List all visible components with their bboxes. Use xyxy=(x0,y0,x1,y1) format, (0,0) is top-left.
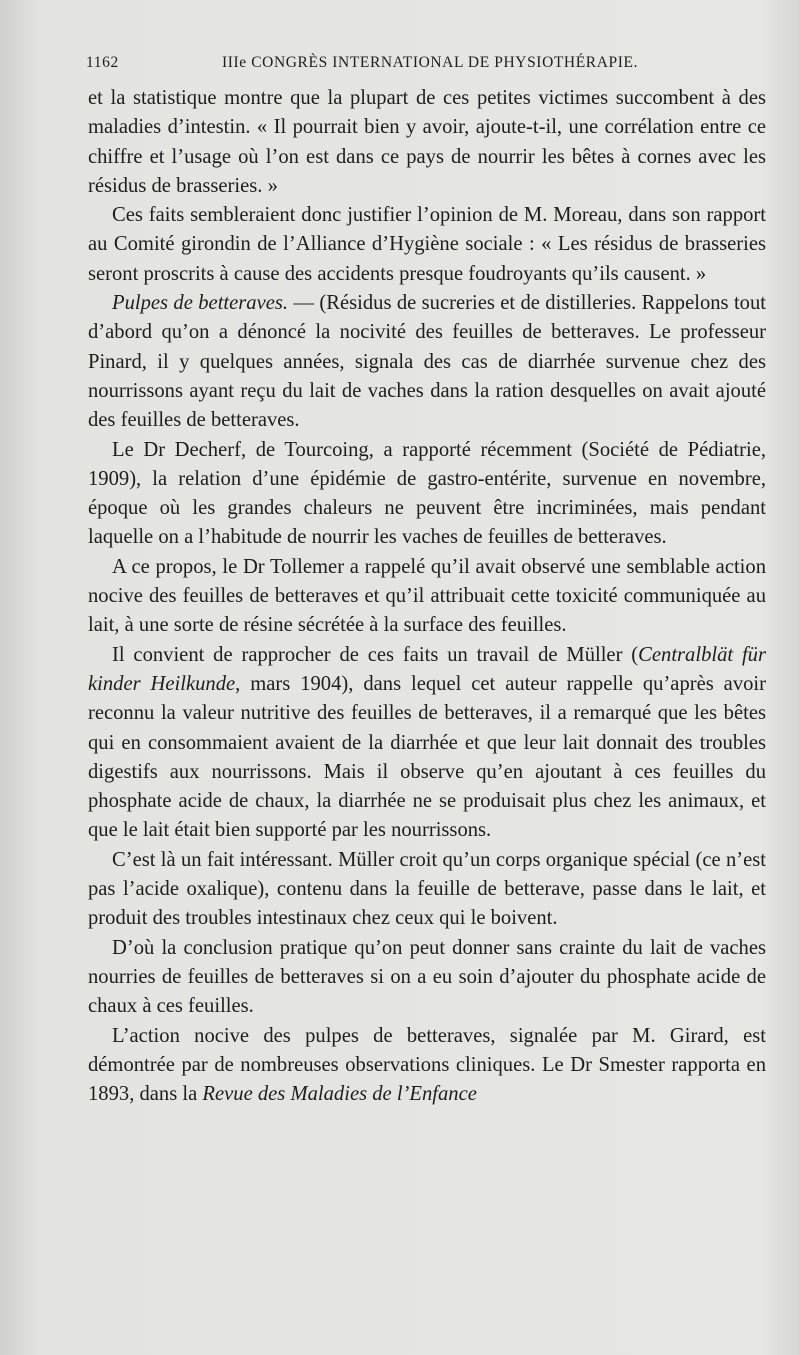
paragraph-6-text-a: Il convient de rapprocher de ces faits un travail de Müller ( xyxy=(112,643,639,666)
journal-title-revue: Revue des Maladies de l’Enfance xyxy=(202,1083,477,1106)
page-header xyxy=(86,54,766,84)
running-title: IIIe CONGRÈS INTERNATIONAL DE PHYSIOTHÉRAPIE. xyxy=(222,54,639,71)
paragraph-6-text-b: , mars 1904), dans lequel cet auteur rappelle qu’après avoir reconnu la valeur nutritive des feuilles de betteraves, il a remarqué que les bêtes qui en consommaient avaient de la diarrhée et que leur lait donnait des troubles digestifs aux nourrissons. Mais il observe qu’en ajoutant à ces feuilles du phosphate acide de chaux, la diarrhée ne se produisait plus chez les animaux, et que le lait était bien supporté par les nourrissons. xyxy=(88,672,766,842)
section-heading-pulpes: Pulpes de betteraves. xyxy=(112,292,289,315)
journal-title-centralblat: Centralblät für kinder Heilkunde xyxy=(88,643,766,695)
paragraph-3 xyxy=(88,289,766,435)
paragraph-9-text: L’action nocive des pulpes de betteraves, signalée par M. Girard, est démontrée par de nombreuses observations cliniques. Le Dr Smester rapporta en 1893, dans la xyxy=(88,1024,766,1106)
body-text xyxy=(88,84,766,1109)
paragraph-6 xyxy=(88,641,766,846)
page-number: 1162 xyxy=(86,54,119,71)
paragraph-3-text: — (Résidus de sucreries et de distilleries. Rappelons tout d’abord qu’on a dénoncé la nocivité des feuilles de betteraves. Le professeur Pinard, il y quelques années, signala des cas de diarrhée survenue chez des nourrissons ayant reçu du lait de vaches dans la ration desquelles on avait ajouté des feuilles de betteraves. xyxy=(88,292,766,432)
paragraph-2: Ces faits sembleraient donc justifier l’opinion de M. Moreau, dans son rapport au Comité girondin de l’Alliance d’Hygiène sociale : « Les résidus de brasseries seront proscrits à cause des accidents presque foudroyants qu’ils causent. » xyxy=(88,204,766,285)
paragraph-9 xyxy=(88,1022,766,1110)
paragraph-1: et la statistique montre que la plupart de ces petites victimes succombent à des maladies d’intestin. « Il pourrait bien y avoir, ajoute-t-il, une corrélation entre ce chiffre et l’usage où l’on est dans ce pays de nourrir les bêtes à cornes avec les résidus de brasseries. » xyxy=(88,87,766,197)
paragraph-5: A ce propos, le Dr Tollemer a rappelé qu’il avait observé une semblable action nocive des feuilles de betteraves et qu’il attribuait cette toxicité communiquée au lait, à une sorte de résine sécrétée à la surface des feuilles. xyxy=(88,555,766,637)
paragraph-8: D’où la conclusion pratique qu’on peut donner sans crainte du lait de vaches nourries de feuilles de betteraves si on a eu soin d’ajouter du phosphate acide de chaux à ces feuilles. xyxy=(88,936,766,1018)
paragraph-4: Le Dr Decherf, de Tourcoing, a rapporté récemment (Société de Pédiatrie, 1909), la relation d’une épidémie de gastro-entérite, survenue en novembre, époque où les grandes chaleurs ne peuvent être incriminées, mais pendant laquelle on a l’habitude de nourrir les vaches de feuilles de betteraves. xyxy=(88,438,766,549)
paragraph-7: C’est là un fait intéressant. Müller croit qu’un corps organique spécial (ce n’est pas l’acide oxalique), contenu dans la feuille de betterave, passe dans le lait, et produit des troubles intestinaux chez ceux qui le boivent. xyxy=(88,848,766,930)
